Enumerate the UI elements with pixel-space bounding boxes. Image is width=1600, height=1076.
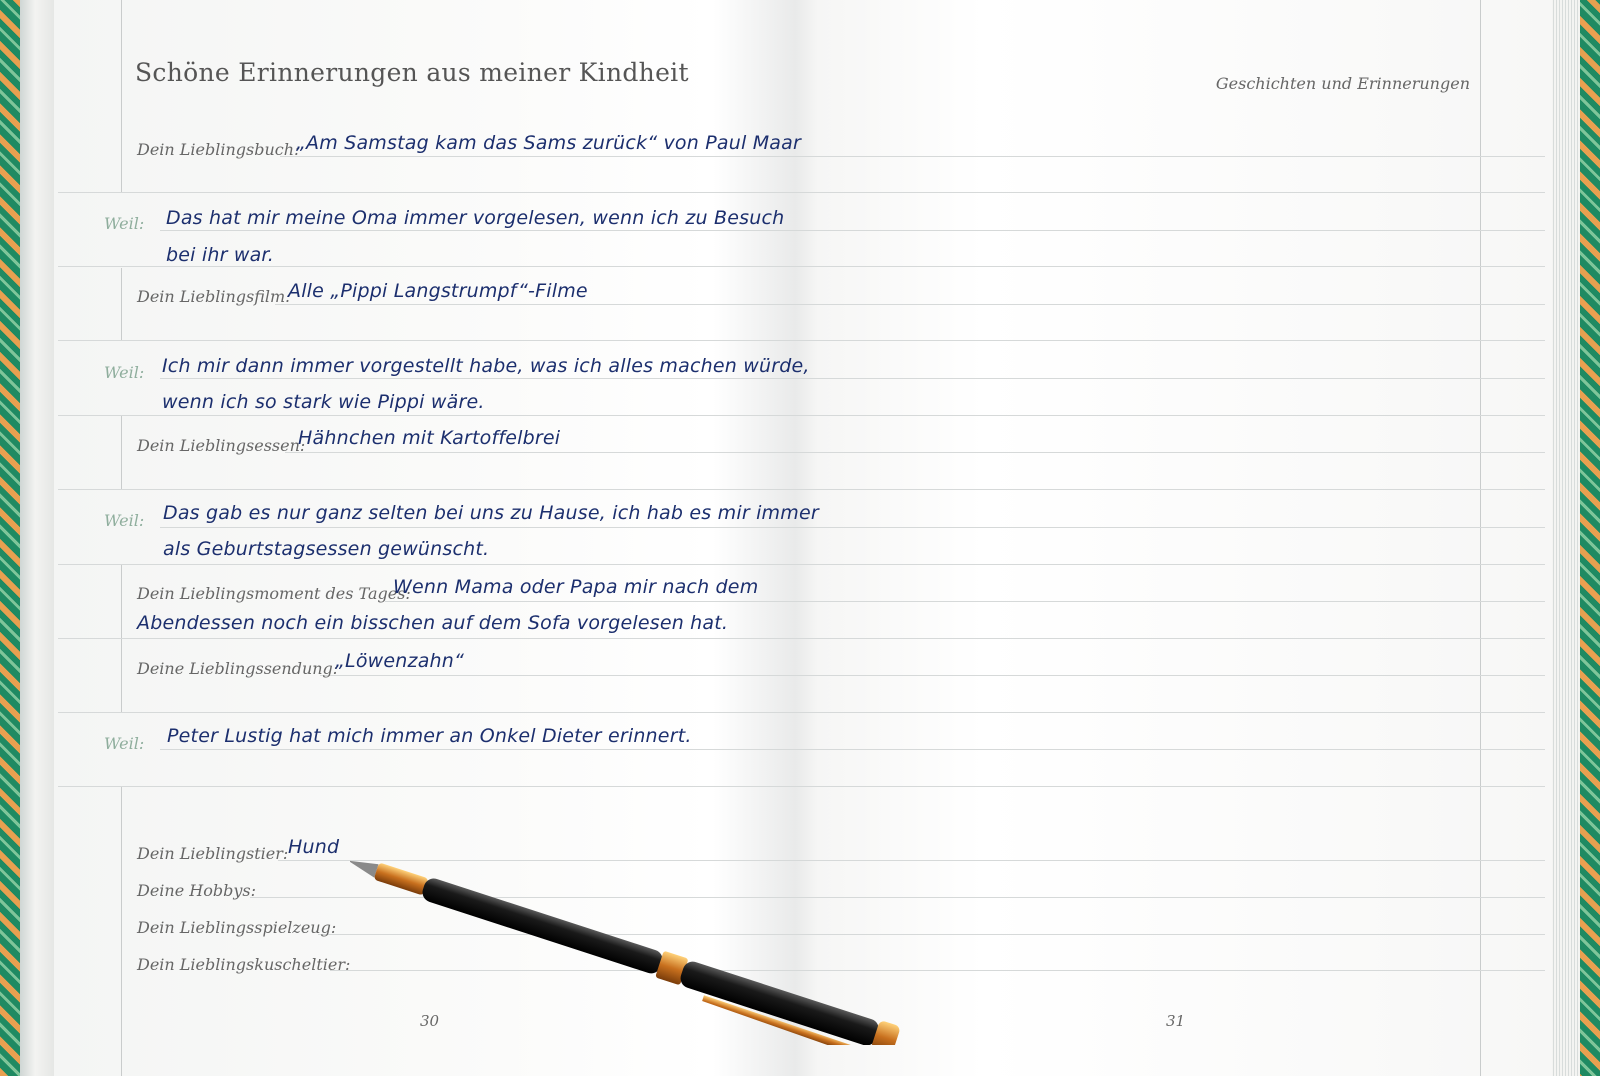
answer-lieblingsfilm[interactable]: Alle „Pippi Langstrumpf“-Filme — [288, 280, 588, 302]
label-lieblingskuscheltier: Dein Lieblingskuscheltier: — [137, 955, 351, 974]
label-lieblingsessen: Dein Lieblingsessen: — [137, 436, 306, 455]
answer-lieblingsessen[interactable]: Hähnchen mit Kartoffelbrei — [298, 427, 561, 449]
margin-line — [121, 0, 122, 192]
label-weil: Weil: — [104, 734, 145, 753]
label-lieblingsbuch: Dein Lieblingsbuch: — [137, 140, 300, 159]
answer-lieblingsbuch[interactable]: „Am Samstag kam das Sams zurück“ von Paul Maar — [296, 132, 801, 154]
answer-weil-essen-2[interactable]: als Geburtstagsessen gewünscht. — [163, 538, 490, 560]
answer-lieblingsmoment-2[interactable]: Abendessen noch ein bisschen auf dem Sofa vorgelesen hat. — [137, 612, 729, 634]
margin-line — [121, 415, 122, 489]
label-lieblingsfilm: Dein Lieblingsfilm: — [137, 287, 291, 306]
answer-lieblingssendung[interactable]: „Löwenzahn“ — [335, 650, 465, 672]
label-weil: Weil: — [104, 214, 145, 233]
answer-weil-sendung[interactable]: Peter Lustig hat mich immer an Onkel Dieter erinnert. — [167, 725, 692, 747]
page-title: Schöne Erinnerungen aus meiner Kindheit — [135, 58, 689, 87]
label-hobbys: Deine Hobbys: — [137, 881, 256, 900]
margin-line — [121, 268, 122, 340]
right-margin-line — [1480, 0, 1481, 1076]
label-lieblingstier: Dein Lieblingstier: — [137, 844, 289, 863]
page-number-right: 31 — [1166, 1012, 1186, 1030]
page-edges-right — [1550, 0, 1580, 1076]
answer-lieblingstier[interactable]: Hund — [288, 836, 340, 858]
answer-lieblingsmoment-1[interactable]: Wenn Mama oder Papa mir nach dem — [393, 576, 759, 598]
answer-weil-buch-2[interactable]: bei ihr war. — [166, 244, 274, 266]
answer-weil-buch-1[interactable]: Das hat mir meine Oma immer vorgelesen, wenn ich zu Besuch — [166, 207, 785, 229]
answer-weil-film-2[interactable]: wenn ich so stark wie Pippi wäre. — [162, 391, 485, 413]
pen-icon — [350, 855, 930, 1045]
running-head: Geschichten und Erinnerungen — [1215, 74, 1470, 93]
label-lieblingsmoment: Dein Lieblingsmoment des Tages: — [137, 584, 411, 603]
label-lieblingssendung: Deine Lieblingssendung: — [137, 659, 339, 678]
answer-weil-essen-1[interactable]: Das gab es nur ganz selten bei uns zu Hause, ich hab es mir immer — [163, 502, 819, 524]
page-edges-left — [20, 0, 58, 1076]
answer-weil-film-1[interactable]: Ich mir dann immer vorgestellt habe, was ich alles machen würde, — [162, 355, 810, 377]
page-number-left: 30 — [420, 1012, 440, 1030]
label-weil: Weil: — [104, 511, 145, 530]
margin-line — [121, 786, 122, 1076]
label-weil: Weil: — [104, 363, 145, 382]
label-lieblingsspielzeug: Dein Lieblingsspielzeug: — [137, 918, 337, 937]
